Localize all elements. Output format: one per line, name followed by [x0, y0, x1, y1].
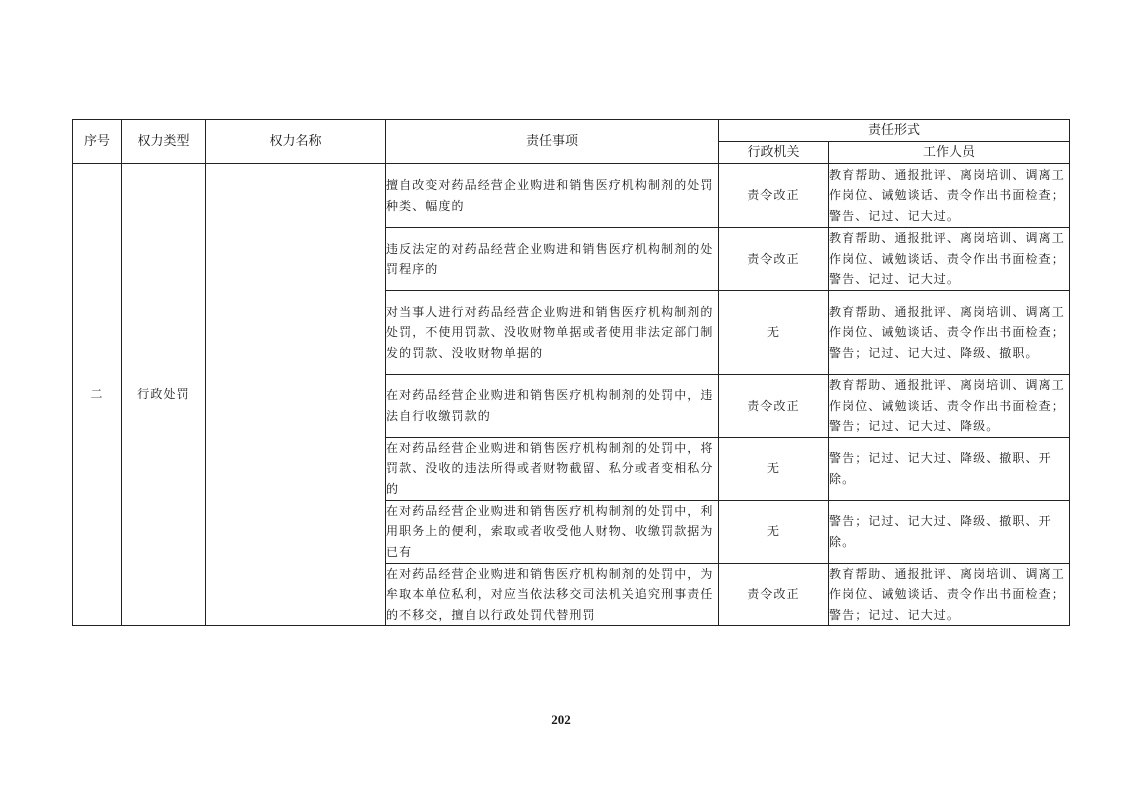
table-row: [73, 164, 1070, 228]
staff-cell: 警告；记过、记大过、降级、撤职、开除。: [829, 437, 1070, 500]
matter-cell: 对当事人进行对药品经营企业购进和销售医疗机构制剂的处罚，不使用罚款、没收财物单据或者使用非法定部门制发的罚款、没收财物单据的: [386, 291, 719, 375]
staff-cell: 教育帮助、通报批评、离岗培训、调离工作岗位、诫勉谈话、责令作出书面检查；警告；记过、记大过、降级。: [829, 375, 1070, 438]
header-responsibility-matter: 责任事项: [386, 120, 719, 164]
matter-cell: 在对药品经营企业购进和销售医疗机构制剂的处罚中，利用职务上的便利，索取或者收受他人财物、收缴罚款据为已有: [386, 500, 719, 563]
staff-cell: 教育帮助、通报批评、离岗培训、调离工作岗位、诫勉谈话、责令作出书面检查；警告；记过、记大过、降级、撤职。: [829, 291, 1070, 375]
header-admin-agency: 行政机关: [719, 142, 829, 164]
agency-cell: 无: [719, 291, 829, 375]
page-number: 202: [551, 712, 571, 727]
staff-cell: 教育帮助、通报批评、离岗培训、调离工作岗位、诫勉谈话、责令作出书面检查；警告、记过、记大过。: [829, 164, 1070, 228]
agency-cell: 无: [719, 437, 829, 500]
matter-cell: 在对药品经营企业购进和销售医疗机构制剂的处罚中，为牟取本单位私利，对应当依法移交司法机关追究刑事责任的不移交，擅自以行政处罚代替刑罚: [386, 563, 719, 626]
agency-cell: 责令改正: [719, 228, 829, 291]
group-seq-cell: 二: [73, 164, 122, 626]
matter-cell: 违反法定的对药品经营企业购进和销售医疗机构制剂的处罚程序的: [386, 228, 719, 291]
staff-cell: 教育帮助、通报批评、离岗培训、调离工作岗位、诫勉谈话、责令作出书面检查；警告；记过、记大过。: [829, 563, 1070, 626]
responsibility-table-wrapper: [72, 119, 1069, 626]
agency-cell: 责令改正: [719, 375, 829, 438]
group-power-name-cell: [206, 164, 386, 626]
header-row-top: [73, 120, 1070, 142]
header-seq: 序号: [73, 120, 122, 164]
header-power-name: 权力名称: [206, 120, 386, 164]
agency-cell: 无: [719, 500, 829, 563]
header-responsibility-form: 责任形式: [719, 120, 1070, 142]
staff-cell: 警告；记过、记大过、降级、撤职、开除。: [829, 500, 1070, 563]
staff-cell: 教育帮助、通报批评、离岗培训、调离工作岗位、诫勉谈话、责令作出书面检查；警告、记过、记大过。: [829, 228, 1070, 291]
responsibility-table: [72, 119, 1070, 626]
agency-cell: 责令改正: [719, 563, 829, 626]
matter-cell: 在对药品经营企业购进和销售医疗机构制剂的处罚中，违法自行收缴罚款的: [386, 375, 719, 438]
header-staff: 工作人员: [829, 142, 1070, 164]
matter-cell: 在对药品经营企业购进和销售医疗机构制剂的处罚中，将罚款、没收的违法所得或者财物截留、私分或者变相私分的: [386, 437, 719, 500]
agency-cell: 责令改正: [719, 164, 829, 228]
matter-cell: 擅自改变对药品经营企业购进和销售医疗机构制剂的处罚种类、幅度的: [386, 164, 719, 228]
group-power-type-cell: 行政处罚: [122, 164, 206, 626]
header-power-type: 权力类型: [122, 120, 206, 164]
